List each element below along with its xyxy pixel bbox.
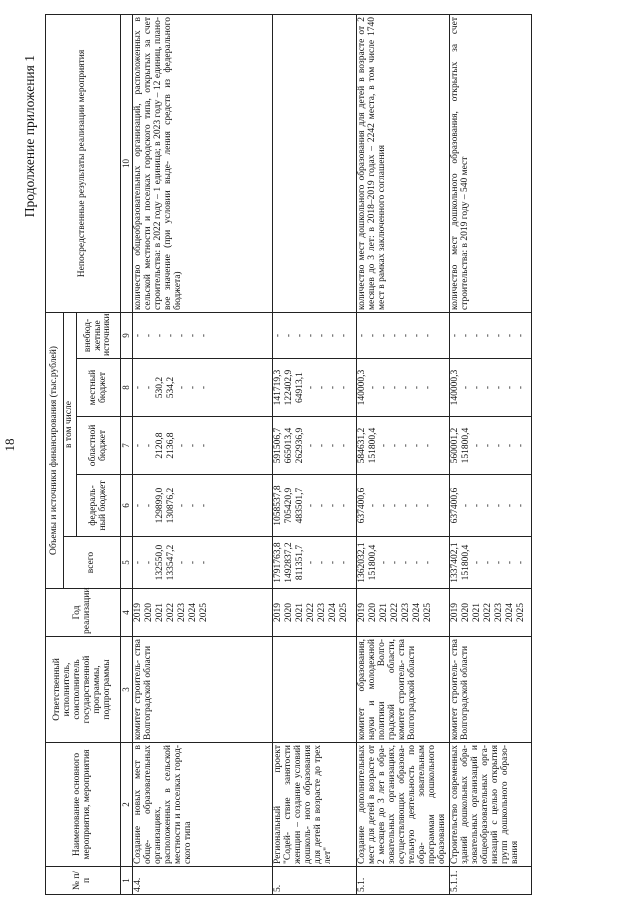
regional-value: 2120,8 (155, 432, 166, 459)
table-row (133, 14, 273, 894)
federal-value: 483501,7 (295, 487, 306, 524)
years-value: 2022 (483, 603, 494, 622)
local-value: - (472, 385, 483, 390)
local-value: - (328, 385, 339, 390)
years-value: 2025 (423, 603, 434, 622)
cell-years (450, 589, 532, 637)
regional-value: - (494, 443, 505, 448)
total-value: - (339, 560, 350, 565)
header-total: всего (64, 537, 121, 589)
cell-total (133, 537, 273, 589)
years-value: 2023 (317, 603, 328, 622)
header-local: местный бюджет (77, 359, 121, 417)
total-value: - (306, 560, 317, 565)
regional-value: - (339, 443, 350, 448)
cell-federal (357, 475, 450, 537)
regional-value: 151800,4 (461, 427, 472, 464)
regional-value: - (317, 443, 328, 448)
local-value: - (412, 385, 423, 390)
col-number: 3 (121, 637, 133, 743)
regional-value: - (177, 443, 188, 448)
local-value: - (516, 385, 527, 390)
extra-value: - (339, 333, 350, 338)
years-value: 2020 (144, 603, 155, 622)
federal-value: - (379, 503, 390, 508)
federal-value: - (177, 503, 188, 508)
local-value: - (505, 385, 516, 390)
federal-value: - (505, 503, 516, 508)
years-value: 2023 (177, 603, 188, 622)
extra-value: - (199, 333, 210, 338)
regional-value: - (188, 443, 199, 448)
cell-regional (357, 417, 450, 475)
years-value: 2024 (412, 603, 423, 622)
total-value: 133547,2 (166, 544, 177, 581)
local-value: - (390, 385, 401, 390)
header-regional: областной бюджет (77, 417, 121, 475)
regional-value: 151800,4 (368, 427, 379, 464)
cell-years (273, 589, 357, 637)
years-value: 2019 (450, 603, 461, 622)
total-value: 1337402,1 (450, 542, 461, 583)
federal-value: - (188, 503, 199, 508)
years-value: 2021 (472, 603, 483, 622)
local-value: 140000,3 (450, 369, 461, 406)
federal-value: - (461, 503, 472, 508)
total-value: - (379, 560, 390, 565)
extra-value: - (133, 333, 144, 338)
total-value: 1492837,2 (284, 542, 295, 583)
extra-value: - (483, 333, 494, 338)
total-value: - (390, 560, 401, 565)
extra-value: - (357, 333, 368, 338)
federal-value: - (472, 503, 483, 508)
header-extra: внебюд- жетные источники (77, 312, 121, 358)
years-value: 2024 (505, 603, 516, 622)
total-value: 1791763,8 (273, 542, 284, 583)
regional-value: - (199, 443, 210, 448)
total-value: - (423, 560, 434, 565)
local-value: 140000,3 (357, 369, 368, 406)
local-value: 534,2 (166, 376, 177, 399)
cell-name: Региональный проект "Содей- ствие занятости женщин – создание условий дошколь- ного образования для детей в возрасте до трех лет" (273, 743, 357, 867)
federal-value: - (328, 503, 339, 508)
extra-value: - (166, 333, 177, 338)
cell-num: 5. (273, 867, 357, 895)
federal-value: - (494, 503, 505, 508)
header-funding: Объемы и источники финансирования (тыс.рублей) (46, 312, 64, 588)
local-value: - (133, 385, 144, 390)
total-value: 811351,7 (295, 544, 306, 581)
years-value: 2021 (155, 603, 166, 622)
total-value: - (188, 560, 199, 565)
header-federal: федераль- ный бюджет (77, 475, 121, 537)
col-number: 7 (121, 417, 133, 475)
total-value: - (317, 560, 328, 565)
extra-value: - (379, 333, 390, 338)
extra-value: - (494, 333, 505, 338)
header-executor: Ответственный исполнитель, соисполнитель государственной программы, подпрограммы (46, 637, 121, 743)
local-value: - (177, 385, 188, 390)
header-including: в том числе (64, 312, 77, 536)
regional-value: - (306, 443, 317, 448)
years-value: 2025 (339, 603, 350, 622)
cell-regional (133, 417, 273, 475)
extra-value: - (284, 333, 295, 338)
continuation-label: Продолжение приложения 1 (22, 55, 37, 218)
cell-num: 4.4. (133, 867, 273, 895)
regional-value: 2136,8 (166, 432, 177, 459)
local-value: - (401, 385, 412, 390)
total-value: 151800,4 (461, 544, 472, 581)
local-value: - (339, 385, 350, 390)
cell-executor: комитет строитель- ства Волгоградской области (450, 637, 532, 743)
federal-value: 637400,6 (357, 487, 368, 524)
federal-value: - (339, 503, 350, 508)
years-value: 2019 (357, 603, 368, 622)
cell-result (273, 14, 357, 312)
years-value: 2020 (284, 603, 295, 622)
extra-value: - (472, 333, 483, 338)
federal-value: - (390, 503, 401, 508)
federal-value: - (412, 503, 423, 508)
regional-value: - (133, 443, 144, 448)
local-value: - (423, 385, 434, 390)
cell-executor: комитет образования, науки и молодежной политики Волго- градской области, комитет строитель- ства Волгоградской области (357, 637, 450, 743)
federal-value: 705420,9 (284, 487, 295, 524)
local-value: - (483, 385, 494, 390)
cell-regional (273, 417, 357, 475)
page-number: 18 (2, 438, 17, 452)
header-num: № п/п (46, 867, 121, 895)
regional-value: 591506,7 (273, 427, 284, 464)
federal-value: - (483, 503, 494, 508)
table-row (273, 14, 357, 894)
col-number: 1 (121, 867, 133, 895)
regional-value: - (412, 443, 423, 448)
regional-value: 665013,4 (284, 427, 295, 464)
table-row (450, 14, 532, 894)
cell-total (273, 537, 357, 589)
extra-value: - (328, 333, 339, 338)
years-value: 2023 (494, 603, 505, 622)
column-numbers-row (121, 14, 133, 894)
cell-result: количество мест дошкольного образования для детей в возрасте от 2 месяцев до 3 лет: в 2018–2019 годах – 2242 места, в том числе 1740 мест в рамках заключенного соглашения (357, 14, 450, 312)
years-value: 2021 (379, 603, 390, 622)
cell-extra (357, 312, 450, 358)
col-number: 4 (121, 589, 133, 637)
cell-extra (450, 312, 532, 358)
col-number: 6 (121, 475, 133, 537)
total-value: - (328, 560, 339, 565)
extra-value: - (273, 333, 284, 338)
cell-name: Создание дополнительных мест для детей в возрасте от 2 месяцев до 3 лет в обра- зовательных организациях, осуществляющих образова- тельную деятельность по обра- зовательным программам дошкольного образования (357, 743, 450, 867)
cell-result: количество мест дошкольного образования, открытых за счет строительства: в 2019 году – 540 мест (450, 14, 532, 312)
federal-value: 129899,0 (155, 487, 166, 524)
local-value: - (368, 385, 379, 390)
extra-value: - (368, 333, 379, 338)
years-value: 2025 (516, 603, 527, 622)
extra-value: - (155, 333, 166, 338)
cell-total (450, 537, 532, 589)
regional-value: 560001,2 (450, 427, 461, 464)
total-value: - (133, 560, 144, 565)
years-value: 2022 (390, 603, 401, 622)
total-value: 151800,4 (368, 544, 379, 581)
years-value: 2019 (133, 603, 144, 622)
extra-value: - (144, 333, 155, 338)
federal-value: - (317, 503, 328, 508)
years-value: 2023 (401, 603, 412, 622)
local-value: 141719,3 (273, 369, 284, 406)
regional-value: 262936,9 (295, 427, 306, 464)
total-value: - (177, 560, 188, 565)
cell-name: Строительство современных зданий дошкольных обра- зовательных организаций и общеобразовательных орга- низаций с целью открытия групп дошкольного образо- вания (450, 743, 532, 867)
total-value: 132550,0 (155, 544, 166, 581)
regional-value: - (516, 443, 527, 448)
cell-num: 5.1.1. (450, 867, 532, 895)
extra-value: - (306, 333, 317, 338)
total-value: 1362032,1 (357, 542, 368, 583)
total-value: - (199, 560, 210, 565)
total-value: - (483, 560, 494, 565)
extra-value: - (461, 333, 472, 338)
cell-result: количество общеобразовательных организаций, расположенных в сельской местности и поселках городского типа, открытых за счет строительства: в 2022 году – 1 единица; в 2023 году – 12 единиц, плано- вое значение (при условии выде- ления средств из федерального бюджета) (133, 14, 273, 312)
total-value: - (412, 560, 423, 565)
cell-local (273, 359, 357, 417)
extra-value: - (317, 333, 328, 338)
cell-name: Создание новых мест в обще- образовательных организациях, расположенных в сельской местности и поселках город- ского типа (133, 743, 273, 867)
extra-value: - (505, 333, 516, 338)
cell-num: 5.1. (357, 867, 450, 895)
extra-value: - (390, 333, 401, 338)
years-value: 2024 (328, 603, 339, 622)
federal-value: - (368, 503, 379, 508)
total-value: - (505, 560, 516, 565)
years-value: 2024 (188, 603, 199, 622)
header-name: Наименование основного мероприятия, мероприятия (46, 743, 121, 867)
federal-value: 130876,2 (166, 487, 177, 524)
federal-value: - (199, 503, 210, 508)
regional-value: - (379, 443, 390, 448)
extra-value: - (450, 333, 461, 338)
local-value: - (306, 385, 317, 390)
cell-local (450, 359, 532, 417)
extra-value: - (412, 333, 423, 338)
regional-value: - (423, 443, 434, 448)
cell-federal (273, 475, 357, 537)
extra-value: - (401, 333, 412, 338)
header-results: Непосредственные результаты реализации мероприятия (46, 14, 121, 312)
cell-years (133, 589, 273, 637)
cell-years (357, 589, 450, 637)
years-value: 2020 (461, 603, 472, 622)
local-value: - (494, 385, 505, 390)
regional-value: 584631,2 (357, 427, 368, 464)
cell-total (357, 537, 450, 589)
regional-value: - (483, 443, 494, 448)
cell-federal (450, 475, 532, 537)
cell-executor (273, 637, 357, 743)
local-value: - (317, 385, 328, 390)
years-value: 2022 (306, 603, 317, 622)
federal-value: - (516, 503, 527, 508)
col-number: 2 (121, 743, 133, 867)
regional-value: - (401, 443, 412, 448)
local-value: - (144, 385, 155, 390)
cell-federal (133, 475, 273, 537)
total-value: - (472, 560, 483, 565)
col-number: 5 (121, 537, 133, 589)
local-value: - (379, 385, 390, 390)
extra-value: - (423, 333, 434, 338)
regional-value: - (390, 443, 401, 448)
years-value: 2019 (273, 603, 284, 622)
extra-value: - (188, 333, 199, 338)
header-year: Год реализации (46, 589, 121, 637)
total-value: - (144, 560, 155, 565)
local-value: - (461, 385, 472, 390)
table-body (133, 14, 532, 894)
cell-regional (450, 417, 532, 475)
years-value: 2020 (368, 603, 379, 622)
local-value: - (188, 385, 199, 390)
regional-value: - (505, 443, 516, 448)
federal-value: - (423, 503, 434, 508)
extra-value: - (295, 333, 306, 338)
years-value: 2021 (295, 603, 306, 622)
local-value: 64913,1 (295, 372, 306, 403)
regional-value: - (328, 443, 339, 448)
total-value: - (494, 560, 505, 565)
cell-extra (273, 312, 357, 358)
federal-value: - (401, 503, 412, 508)
extra-value: - (177, 333, 188, 338)
federal-value: 637400,6 (450, 487, 461, 524)
cell-executor: комитет строитель- ства Волгоградской области (133, 637, 273, 743)
cell-local (357, 359, 450, 417)
cell-extra (133, 312, 273, 358)
local-value: 122402,9 (284, 369, 295, 406)
years-value: 2025 (199, 603, 210, 622)
federal-value: - (144, 503, 155, 508)
cell-local (133, 359, 273, 417)
col-number: 9 (121, 312, 133, 358)
federal-value: - (133, 503, 144, 508)
table-row (357, 14, 450, 894)
regional-value: - (472, 443, 483, 448)
federal-value: 1058537,8 (273, 485, 284, 526)
regional-value: - (144, 443, 155, 448)
years-value: 2022 (166, 603, 177, 622)
total-value: - (516, 560, 527, 565)
funding-table (45, 14, 532, 895)
local-value: 530,2 (155, 376, 166, 399)
extra-value: - (516, 333, 527, 338)
federal-value: - (306, 503, 317, 508)
col-number: 10 (121, 14, 133, 312)
total-value: - (401, 560, 412, 565)
local-value: - (199, 385, 210, 390)
col-number: 8 (121, 359, 133, 417)
